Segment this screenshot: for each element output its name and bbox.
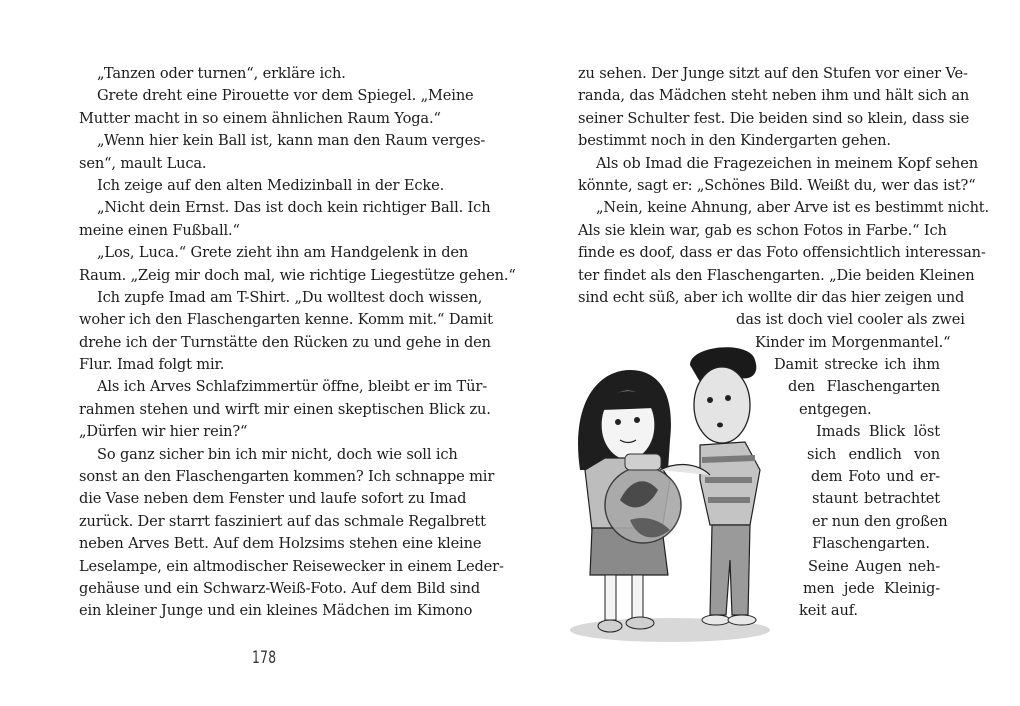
text-line: könnte, sagt er: „Schönes Bild. Weißt du, wer das ist?“ (578, 176, 976, 194)
text-line: Kinder im Morgenmantel.“ (755, 333, 951, 351)
text-line: men jede Kleinig- (803, 579, 940, 597)
text-line: „Los, Luca.“ Grete zieht ihn am Handgelenk in den (97, 244, 469, 262)
text-line: neben Arves Bett. Auf dem Holzsims stehen eine kleine (79, 535, 482, 553)
text-line: drehe ich der Turnstätte den Rücken zu und gehe in den (79, 333, 491, 351)
text-line: zu sehen. Der Junge sitzt auf den Stufen vor einer Ve- (578, 65, 968, 82)
text-line: „Nein, keine Ahnung, aber Arve ist es bestimmt nicht. (596, 199, 990, 217)
text-line: Grete dreht eine Pirouette vor dem Spiegel. „Meine (97, 87, 474, 105)
text-line: den Flaschengarten (788, 378, 940, 396)
text-line: gehäuse und ein Schwarz-Weiß-Foto. Auf dem Bild sind (79, 579, 481, 597)
right-text-column (578, 63, 990, 623)
text-line: sind echt süß, aber ich wollte dir das hier zeigen und (578, 288, 965, 306)
text-line: randa, das Mädchen steht neben ihm und hält sich an (578, 87, 970, 105)
page-number: 178 (252, 648, 277, 668)
text-line: sonst an den Flaschengarten kommen? Ich schnappe mir (79, 468, 495, 486)
text-line: keit auf. (799, 602, 858, 620)
text-line: sich endlich von (807, 445, 940, 463)
text-line: Leselampe, ein altmodischer Reisewecker in einem Leder- (79, 557, 504, 575)
text-line: sen“, mault Luca. (79, 154, 207, 172)
text-line: woher ich den Flaschengarten kenne. Komm mit.“ Damit (79, 311, 493, 329)
right-page (510, 0, 1020, 706)
text-line: Seine Augen neh- (808, 557, 940, 575)
text-line: seiner Schulter fest. Die beiden sind so klein, dass sie (578, 109, 970, 127)
left-text-column (79, 63, 516, 623)
text-line: So ganz sicher bin ich mir nicht, doch wie soll ich (97, 445, 458, 463)
text-line: zurück. Der starrt fasziniert auf das schmale Regalbrett (79, 512, 486, 530)
text-line: das ist doch viel cooler als zwei (736, 311, 965, 329)
text-line: Raum. „Zeig mir doch mal, wie richtige Liegestütze gehen.“ (79, 266, 516, 284)
text-line: ein kleiner Junge und ein kleines Mädchen im Kimono (79, 602, 473, 620)
text-line: Mutter macht in so einem ähnlichen Raum Yoga.“ (79, 109, 441, 127)
text-line: „Dürfen wir hier rein?“ (79, 423, 248, 441)
text-line: Ich zeige auf den alten Medizinball in der Ecke. (97, 176, 445, 194)
text-line: „Tanzen oder turnen“, erkläre ich. (97, 65, 346, 82)
text-line: Flur. Imad folgt mir. (79, 356, 225, 374)
text-line: Imads Blick löst (816, 423, 940, 441)
text-line: meine einen Fußball.“ (79, 221, 240, 239)
text-line: die Vase neben dem Fenster und laufe sofort zu Imad (79, 490, 467, 508)
text-line: Damit strecke ich ihm (774, 356, 940, 374)
text-line: Ich zupfe Imad am T-Shirt. „Du wolltest doch wissen, (97, 288, 483, 306)
text-line: Flaschengarten. (812, 535, 930, 553)
text-line: bestimmt noch in den Kindergarten gehen. (578, 132, 891, 150)
text-line: „Nicht dein Ernst. Das ist doch kein richtiger Ball. Ich (97, 199, 491, 217)
text-line: rahmen stehen und wirft mir einen skeptischen Blick zu. (79, 400, 491, 418)
text-line: Als sie klein war, gab es schon Fotos in Farbe.“ Ich (578, 221, 947, 239)
text-line: er nun den großen (812, 512, 948, 530)
text-line: Als ob Imad die Fragezeichen in meinem Kopf sehen (596, 154, 978, 172)
text-line: Als ich Arves Schlafzimmertür öffne, bleibt er im Tür- (97, 378, 488, 396)
text-line: ter findet als den Flaschengarten. „Die beiden Kleinen (578, 266, 975, 284)
text-line: „Wenn hier kein Ball ist, kann man den Raum verges- (97, 132, 486, 150)
text-line: entgegen. (799, 400, 872, 418)
text-line: staunt betrachtet (812, 490, 940, 508)
text-line: finde es doof, dass er das Foto offensichtlich interessan- (578, 244, 986, 262)
text-line: dem Foto und er- (811, 468, 940, 486)
